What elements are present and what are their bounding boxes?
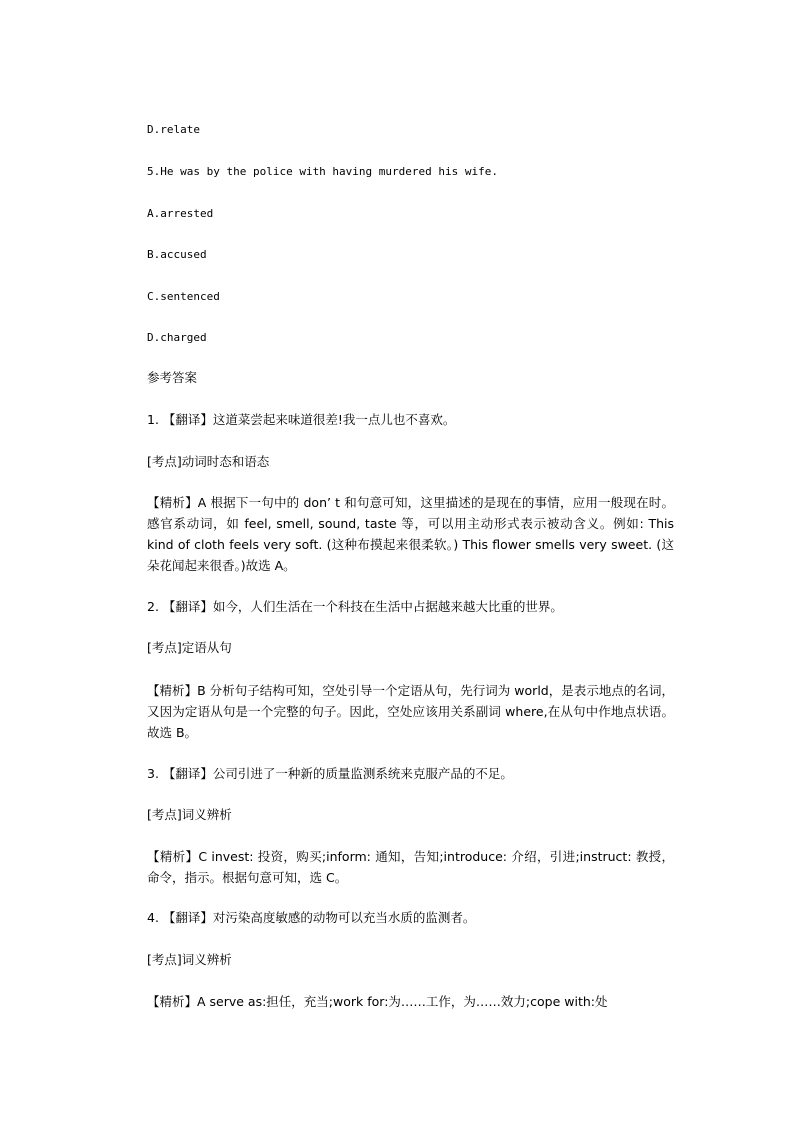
item-3-jingxi: 【精析】C invest: 投资，购买;inform: 通知，告知;introduce: 介绍，引进;instruct: 教授，命令，指示。根据句意可知，选 C。 xyxy=(147,849,674,885)
question-5-option-c: C.sentenced xyxy=(147,290,220,303)
item-2-jingxi: 【精析】B 分析句子结构可知，空处引导一个定语从句，先行词为 world，是表示地点的名词，又因为定语从句是一个完整的句子。因此，空处应该用关系副词 where,在从句中作地点状语。故选 B。 xyxy=(147,683,674,740)
item-4-translation: 4. 【翻译】对污染高度敏感的动物可以充当水质的监测者。 xyxy=(147,910,476,925)
item-1-kaodian: [考点]动词时态和语态 xyxy=(147,454,270,469)
item-3-kaodian: [考点]词义辨析 xyxy=(147,807,232,822)
question-5-option-b: B.accused xyxy=(147,248,207,261)
item-4-kaodian: [考点]词义辨析 xyxy=(147,952,232,967)
item-1-jingxi: 【精析】A 根据下一句中的 don’ t 和句意可知，这里描述的是现在的事情，应用一般现在时。感官系动词，如 feel, smell, sound, taste 等，可以用主动形式表示被动含义。例如: This kind of cloth feels very soft. (这种布摸起来很柔软。) This flower smells very sweet. (这朵花闻起来很香。)故选 A。 xyxy=(147,495,674,573)
question-5-option-a: A.arrested xyxy=(147,207,214,220)
item-1-translation: 1. 【翻译】这道菜尝起来味道很差!我一点儿也不喜欢。 xyxy=(147,412,456,427)
item-2-translation: 2. 【翻译】如今，人们生活在一个科技在生活中占据越来越大比重的世界。 xyxy=(147,599,563,614)
option-d-relate: D.relate xyxy=(147,123,200,136)
item-4-jingxi: 【精析】A serve as:担任，充当;work for:为……工作，为……效力;cope with:处 xyxy=(147,994,608,1009)
answers-heading: 参考答案 xyxy=(147,370,198,385)
item-3-translation: 3. 【翻译】公司引进了一种新的质量监测系统来克服产品的不足。 xyxy=(147,766,513,781)
question-5-option-d: D.charged xyxy=(147,331,207,344)
question-5-stem: 5.He was by the police with having murdered his wife. xyxy=(147,165,498,178)
item-2-kaodian: [考点]定语从句 xyxy=(147,640,232,655)
